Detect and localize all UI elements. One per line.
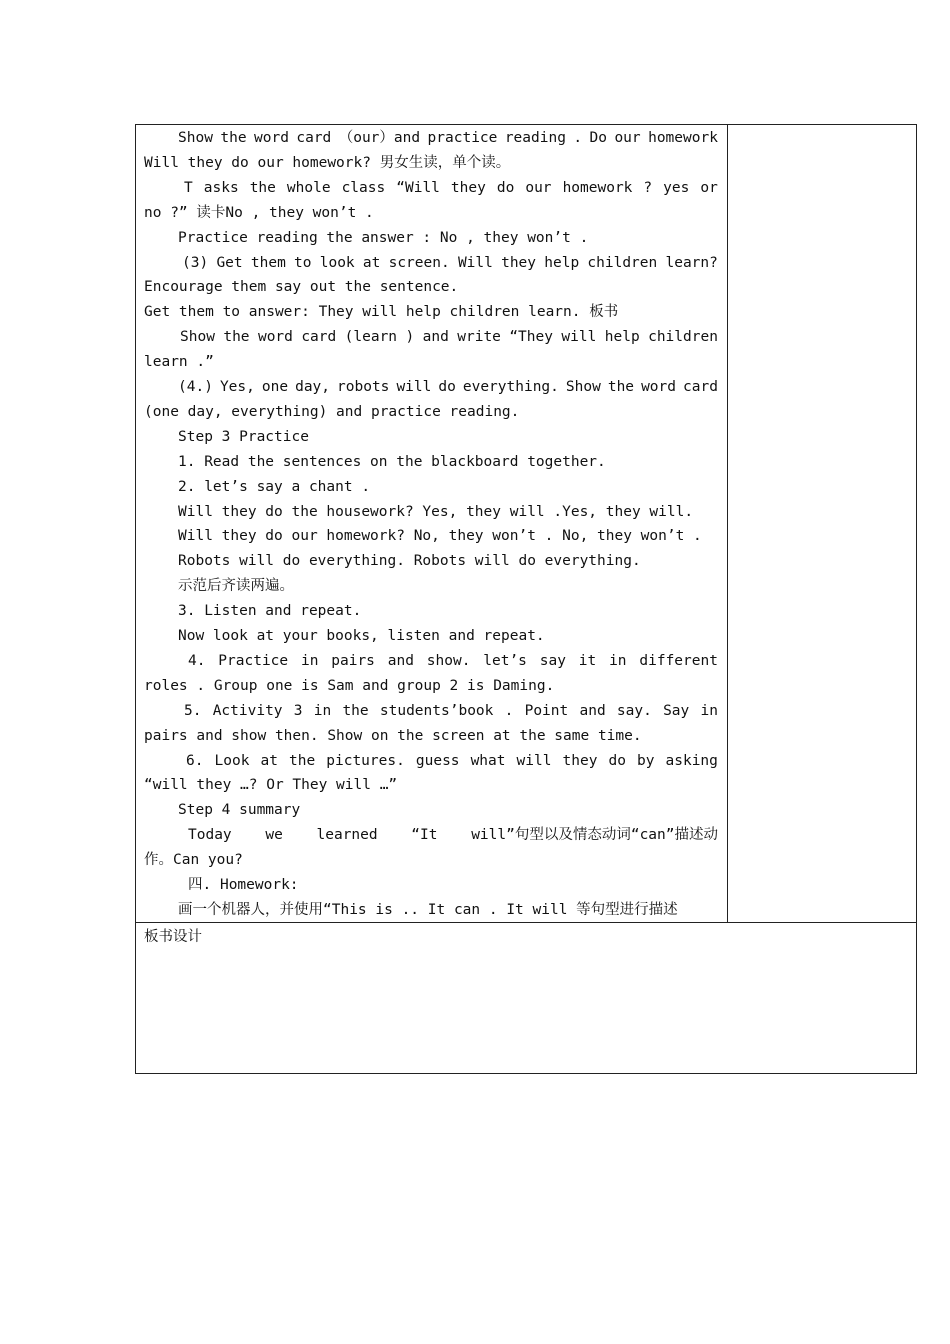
- content-word: day,: [295, 379, 331, 395]
- content-line: Practice reading the answer : No , they won’t .: [178, 229, 589, 246]
- content-line: [188, 652, 718, 670]
- lesson-table: [135, 124, 917, 1074]
- content-line: 作。Can you?: [144, 852, 243, 869]
- content-line: Will they do our homework? 男女生读，单个读。: [144, 154, 511, 171]
- notes-cell: [728, 125, 916, 922]
- content-word: Point: [524, 702, 569, 719]
- content-word: they: [450, 179, 486, 196]
- content-word: it: [578, 652, 597, 669]
- content-word: T: [184, 179, 193, 196]
- content-word: yes: [663, 179, 690, 196]
- content-line: [178, 378, 718, 396]
- content-word: card: [296, 130, 332, 146]
- content-word: “It: [411, 827, 438, 844]
- content-word: and: [387, 652, 414, 669]
- content-line: 示范后齐读两遍。: [178, 578, 294, 595]
- content-word: let’s: [483, 652, 527, 669]
- content-line: 四. Homework:: [188, 877, 299, 893]
- content-word: at: [362, 254, 381, 271]
- content-line: 画一个机器人，并使用“This is .. It can . It will 等句型进行描述: [178, 901, 678, 918]
- content-line: 1. Read the sentences on the blackboard together.: [178, 453, 606, 470]
- content-word: do: [608, 752, 626, 769]
- content-word: them: [250, 254, 286, 271]
- content-word: Activity: [212, 702, 283, 719]
- content-line: learn .”: [144, 354, 214, 371]
- content-word: in: [313, 702, 332, 719]
- content-word: and: [579, 702, 606, 719]
- content-line: [188, 826, 718, 844]
- content-word: card: [301, 329, 337, 346]
- content-word: say: [539, 652, 566, 669]
- content-word: (3): [182, 254, 209, 271]
- content-line: Robots will do everything. Robots will do everything.: [178, 553, 641, 570]
- content-word: ): [405, 329, 415, 346]
- content-word: look: [319, 254, 355, 271]
- content-line: [178, 129, 718, 147]
- content-word: or: [700, 179, 718, 196]
- content-word: will: [561, 329, 597, 346]
- content-word: our: [614, 130, 641, 146]
- content-word: one: [261, 379, 289, 395]
- content-word: they: [562, 752, 598, 769]
- content-word: Will: [457, 254, 493, 271]
- content-line: Encourage them say out the sentence.: [144, 279, 459, 296]
- content-word: （our）and: [338, 130, 421, 146]
- content-word: will: [516, 752, 552, 769]
- content-word: Look: [214, 752, 250, 769]
- content-word: word: [257, 329, 293, 346]
- content-word: (4.): [178, 379, 213, 395]
- content-line: [180, 328, 718, 346]
- content-word: “They: [509, 329, 553, 346]
- content-word: the: [220, 130, 247, 146]
- content-word: help: [604, 329, 640, 346]
- content-word: help: [544, 254, 580, 271]
- content-word: Today: [188, 827, 232, 844]
- content-word: to: [294, 254, 312, 271]
- content-word: 3: [293, 702, 303, 719]
- content-word: pairs: [331, 652, 375, 669]
- content-line: Step 3 Practice: [178, 428, 309, 445]
- content-word: will”句型以及情态动词“can”描述动: [471, 827, 718, 844]
- content-word: ?: [643, 179, 653, 196]
- content-word: in: [300, 652, 319, 669]
- content-word: Show: [178, 130, 213, 146]
- content-line: roles . Group one is Sam and group 2 is Daming.: [144, 677, 555, 694]
- content-line: Now look at your books, listen and repeat.: [178, 628, 545, 644]
- content-word: the: [223, 329, 250, 346]
- content-word: write: [457, 329, 501, 346]
- content-word: say.: [616, 702, 652, 719]
- content-word: 4.: [188, 652, 206, 669]
- board-design-row: [136, 923, 916, 1073]
- content-line: [184, 702, 718, 720]
- content-word: homework: [648, 130, 718, 146]
- content-word: .: [504, 702, 514, 719]
- content-word: our: [525, 179, 552, 196]
- content-word: asking: [665, 752, 718, 769]
- content-word: they: [501, 254, 537, 271]
- content-line: Step 4 summary: [178, 802, 301, 819]
- content-word: 6.: [186, 752, 204, 769]
- content-word: (learn: [344, 329, 398, 346]
- content-word: by: [637, 752, 655, 769]
- content-line: Will they do our homework? No, they won’t . No, they won’t .: [178, 528, 702, 545]
- content-line: Get them to answer: They will help children learn. 板书: [144, 304, 619, 321]
- content-word: do: [438, 379, 456, 395]
- content-word: at: [260, 752, 278, 769]
- board-design-title: 板书设计: [144, 929, 202, 945]
- content-word: we: [265, 827, 283, 844]
- content-line: Will they do the housework? Yes, they will .Yes, they will.: [178, 503, 694, 520]
- procedure-row: [136, 125, 916, 923]
- content-word: Show: [180, 329, 215, 346]
- content-line: (one day, everything) and practice reading.: [144, 403, 520, 420]
- content-word: reading: [504, 130, 566, 146]
- content-line: 3. Listen and repeat.: [178, 603, 362, 620]
- content-word: screen.: [388, 254, 450, 271]
- content-line: no ?” 读卡No , they won’t .: [144, 204, 374, 221]
- content-word: the: [289, 752, 316, 769]
- content-word: everything.: [462, 379, 559, 395]
- content-word: the: [607, 379, 635, 395]
- content-word: different: [639, 652, 718, 669]
- content-word: card: [683, 379, 718, 395]
- content-word: robots: [337, 379, 390, 395]
- content-word: Yes,: [219, 379, 255, 395]
- content-word: homework: [562, 179, 633, 196]
- content-word: Get: [216, 254, 243, 271]
- content-word: learned: [316, 827, 378, 844]
- content-word: learn?: [665, 254, 718, 271]
- content-word: children: [587, 254, 658, 271]
- content-word: do: [496, 179, 515, 196]
- content-word: in: [609, 652, 627, 669]
- content-line: [182, 254, 718, 272]
- content-line: [184, 179, 718, 197]
- content-word: in: [700, 702, 718, 719]
- content-word: what: [470, 752, 506, 769]
- content-word: Do: [589, 130, 608, 146]
- content-word: Show: [565, 379, 601, 395]
- content-line: 2. let’s say a chant .: [178, 478, 371, 495]
- content-line: pairs and show then. Show on the screen at the same time.: [144, 727, 642, 744]
- content-word: practice: [427, 130, 498, 146]
- content-word: will: [396, 379, 432, 395]
- content-word: pictures.: [326, 752, 405, 769]
- content-word: and: [422, 329, 449, 346]
- content-word: children: [648, 329, 718, 346]
- content-word: students’book: [379, 702, 494, 719]
- content-word: .: [573, 130, 583, 146]
- content-word: Practice: [218, 652, 289, 669]
- content-word: class: [341, 179, 386, 196]
- content-word: show.: [426, 652, 471, 669]
- content-word: Say: [663, 702, 690, 719]
- content-line: “will they …? Or They will …”: [144, 777, 398, 794]
- content-word: the: [249, 179, 276, 196]
- content-word: word: [254, 130, 289, 146]
- content-word: “Will: [396, 179, 440, 196]
- content-word: the: [342, 702, 369, 719]
- procedure-cell: [136, 125, 728, 922]
- content-word: word: [641, 379, 676, 395]
- content-word: asks: [203, 179, 239, 196]
- content-line: [186, 752, 718, 770]
- content-word: 5.: [184, 702, 202, 719]
- content-word: guess: [415, 752, 460, 769]
- content-word: whole: [286, 179, 331, 196]
